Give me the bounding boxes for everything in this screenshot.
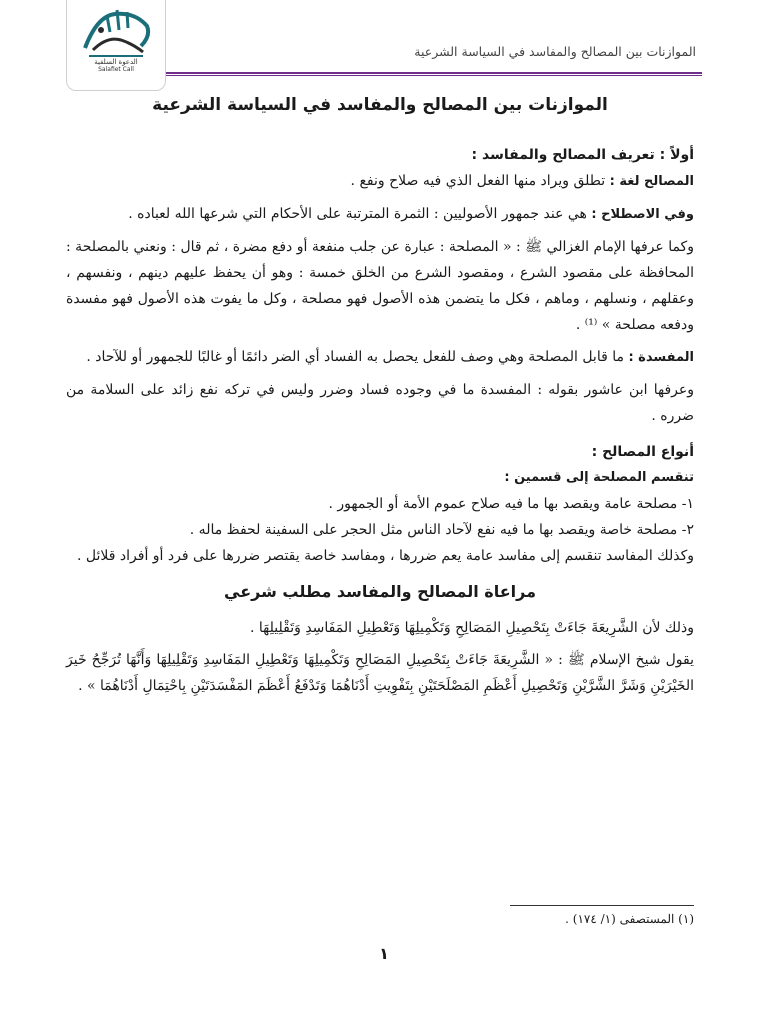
- text-mafsada: ما قابل المصلحة وهي وصف للفعل يحصل به الفساد أي الضر دائمًا أو غالبًا للجمهور أو للآحاد .: [86, 349, 624, 365]
- paragraph-istilah: [66, 201, 694, 228]
- paragraph-types-intro: تنقسم المصلحة إلى قسمين :: [504, 470, 694, 485]
- section-heading-consideration: مراعاة المصالح والمفاسد مطلب شرعي: [224, 582, 536, 601]
- logo-english-text: Salafiet Call: [98, 66, 134, 73]
- paragraph-sharia-purpose: وذلك لأن الشَّرِيعَةَ جَاءَتْ بِتَحْصِيلِ المَصَالِحِ وَتَكْمِيلِهَا وَتَعْطِيلِ المَفَاسِدِ وَتَقْلِيلِهَا .: [250, 620, 694, 636]
- paragraph-mafsada: [66, 344, 694, 371]
- paragraph-lugha: [66, 168, 694, 195]
- footnote-rule: [510, 905, 694, 906]
- term-istilah: وفي الاصطلاح :: [591, 207, 694, 222]
- paragraph-ghazali: وكما عرفها الإمام الغزالي ﷺ : « المصلحة : عبارة عن جلب منفعة أو دفع مضرة ، ثم قال : ونعني بالمصلحة : المحافظة على مقصود الشرع ، ومقصود الشرع من الخلق خمسة : وهو أن يحفظ عليهم دينهم ، ونفسهم ، وعقلهم ، ونسلهم ، وماهم ، فكل ما يتضمن هذه الأصول فهو مصلحة ، وكل ما يفوت هذه الأصول فهو مفسدة ودفعه مصلحة » ⁽¹⁾ .: [66, 239, 694, 333]
- salafi-call-logo: [66, 0, 166, 91]
- paragraph-ibn-taymiyya-quote: يقول شيخ الإسلام ﷺ : « الشَّرِيعَةَ جَاءَتْ بِتَحْصِيلِ المَصَالِحِ وَتَكْمِيلِهَا وَتَعْطِيلِ المَفَاسِدِ وَتَقْلِيلِهَا وَأَنَّهَا تُرَجِّحُ خَيرَ الخَيْرَيْنِ وَشَرَّ الشَّرَّيْنِ وَتَحْصِيلِ أَعْظَمِ المَصْلَحَتَيْنِ بِتَفْوِيتِ أَدْنَاهُمَا وَتَدْفَعُ أَعْظَمَ المَفْسَدَتَيْنِ بِاحْتِمَالِ أَدْنَاهُمَا » .: [66, 652, 694, 694]
- logo-arabic-text: الدعوة السلفية: [94, 58, 138, 66]
- list-item: ٢- مصلحة خاصة ويقصد بها ما فيه نفع لآحاد الناس مثل الحجر على السفينة لحفظ ماله .: [189, 522, 694, 538]
- page-title: الموازنات بين المصالح والمفاسد في السياسة الشرعية: [152, 95, 608, 115]
- paragraph-ibn-ashur: وعرفها ابن عاشور بقوله : المفسدة ما في وجوده فساد وضرر وليس في تركه نفع زائد على السلامة من ضرره .: [66, 382, 694, 424]
- logo-calligraphy-icon: [77, 6, 155, 60]
- list-item: ١- مصلحة عامة ويقصد بها ما فيه صلاح عموم الأمة أو الجمهور .: [328, 496, 694, 512]
- page-number: ١: [379, 944, 389, 963]
- page-body: [66, 92, 694, 705]
- section-heading-definitions: أولاً : تعريف المصالح والمفاسد :: [471, 147, 694, 163]
- text-istilah: هي عند جمهور الأصوليين : الثمرة المترتبة على الأحكام التي شرعها الله لعباده .: [128, 206, 587, 222]
- term-lugha: المصالح لغة :: [609, 174, 694, 189]
- running-head: الموازنات بين المصالح والمفاسد في السياسة الشرعية: [414, 44, 696, 59]
- paragraph-mafasid-types: وكذلك المفاسد تنقسم إلى مفاسد عامة يعم ضررها ، ومفاسد خاصة يقتصر ضررها على فرد أو أفراد قلائل .: [77, 548, 694, 564]
- section-heading-types: أنواع المصالح :: [591, 444, 694, 460]
- header-rule: [166, 72, 702, 74]
- term-mafsada: المفسدة :: [628, 350, 694, 365]
- text-lugha: تطلق ويراد منها الفعل الذي فيه صلاح ونفع .: [350, 173, 606, 189]
- footnote: (١) المستصفى (١/ ١٧٤) .: [565, 912, 694, 926]
- header-rule-thin: [166, 75, 702, 76]
